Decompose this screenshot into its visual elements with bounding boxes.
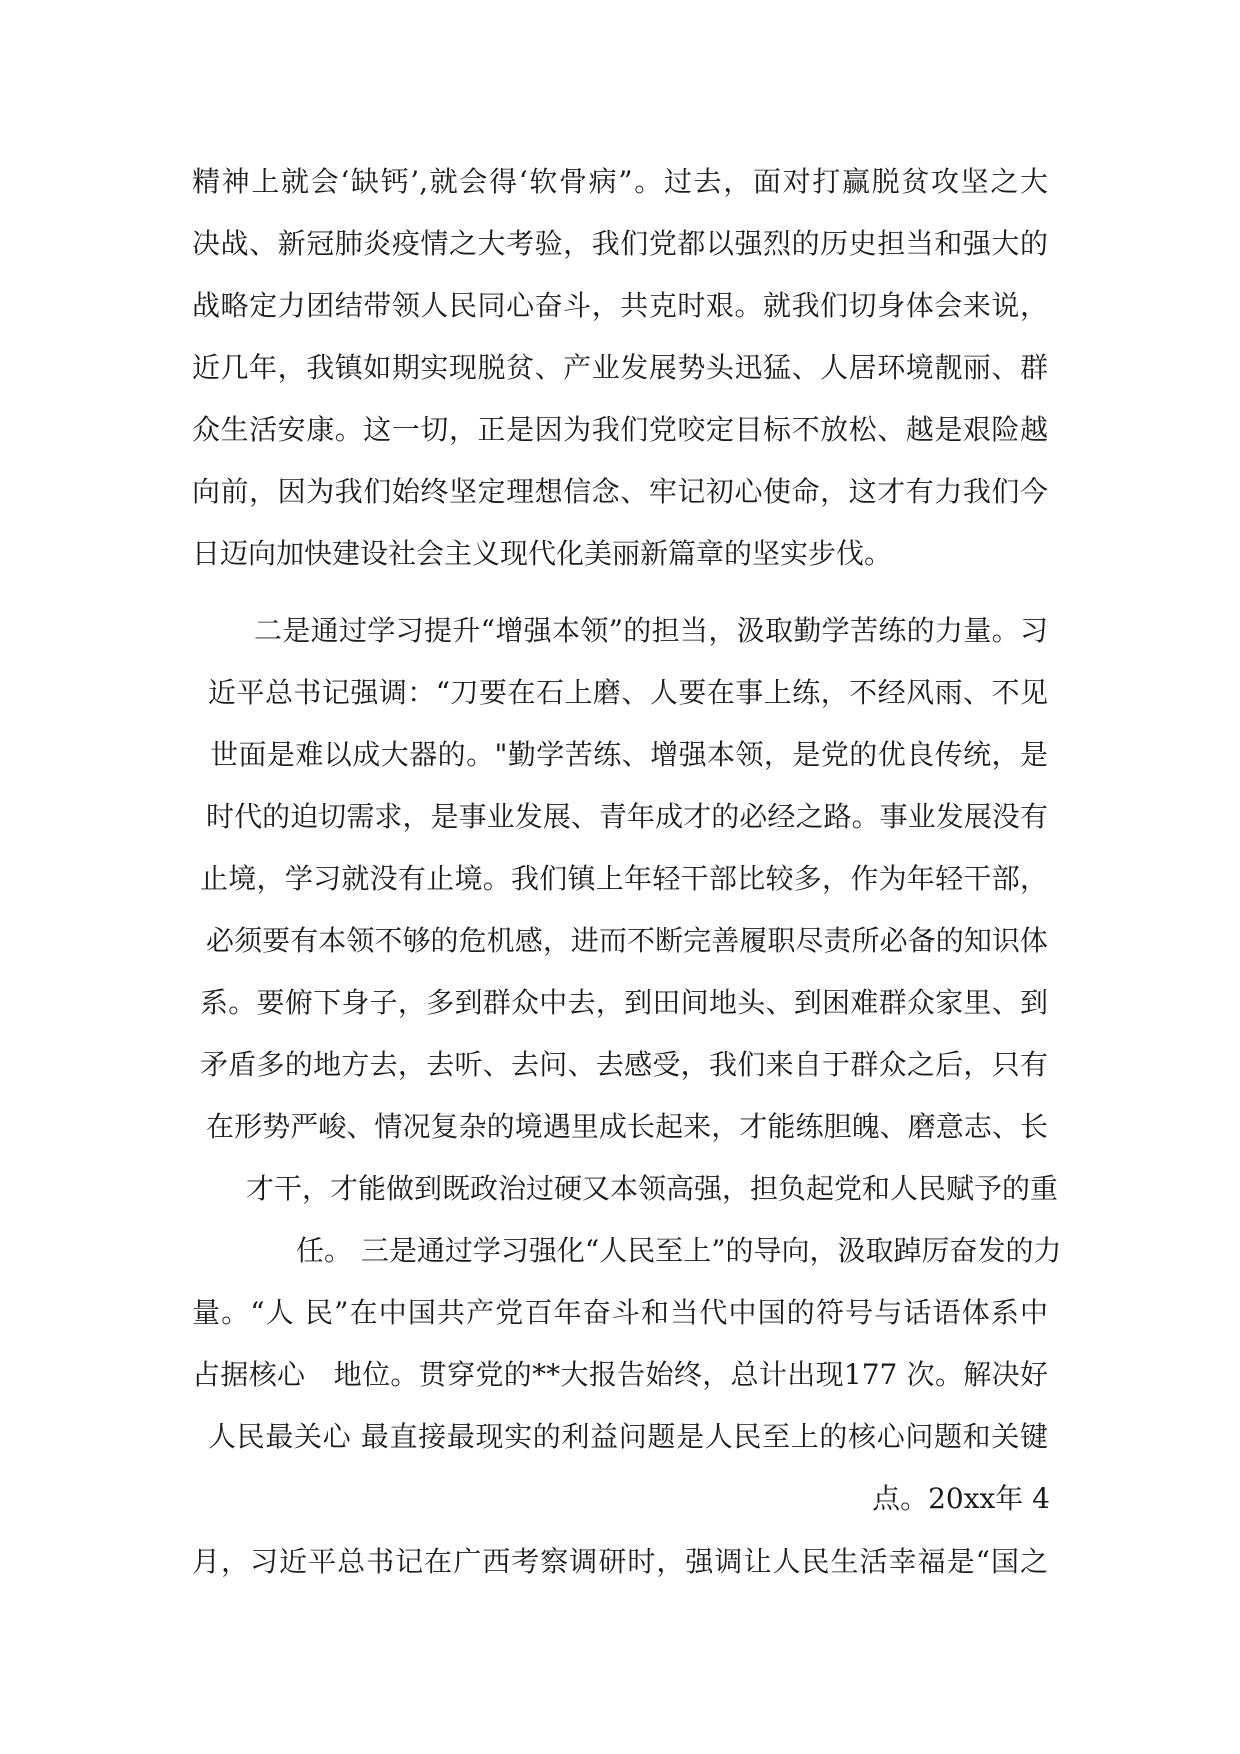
paragraph-line: 精神上就会‘缺钙’,就会得‘软骨病”。过去，面对打赢脱贫攻坚之大 (192, 165, 1048, 198)
paragraph-line: 量。“人 民”在中国共产党百年奋斗和当代中国的符号与话语体系中 (192, 1296, 1048, 1329)
paragraph-line: 时代的迫切需求，是事业发展、青年成才的必经之路。事业发展没有 (206, 800, 1048, 833)
paragraph-line: 必须要有本领不够的危机感，进而不断完善履职尽责所必备的知识体 (206, 924, 1048, 957)
paragraph-line: 近几年，我镇如期实现脱贫、产业发展势头迅猛、人居环境靓丽、群 (192, 351, 1048, 384)
paragraph-line: 世面是难以成大器的。"勤学苦练、增强本领，是党的优良传统，是 (210, 738, 1048, 771)
paragraph-line: 二是通过学习提升“增强本领”的担当，汲取勤学苦练的力量。习 (254, 614, 1048, 647)
paragraph-line: 才干，才能做到既政治过硬又本领高强，担负起党和人民赋予的重 (246, 1172, 1059, 1205)
paragraph-line: 占据核心 地位。贯穿党的**大报告始终，总计出现177 次。解决好 (192, 1358, 1048, 1391)
paragraph-line: 在形势严峻、情况复杂的境遇里成长起来，才能练胆魄、磨意志、长 (206, 1110, 1048, 1143)
paragraph-line: 众生活安康。这一切，正是因为我们党咬定目标不放松、越是艰险越 (192, 413, 1048, 446)
paragraph-line: 战略定力团结带领人民同心奋斗，共克时艰。就我们切身体会来说， (192, 289, 1048, 322)
paragraph-line: 日迈向加快建设社会主义现代化美丽新篇章的坚实步伐。 (192, 537, 893, 570)
paragraph-line: 人民最关心 最直接最现实的利益问题是人民至上的核心问题和关键 (208, 1420, 1048, 1453)
paragraph-line: 决战、新冠肺炎疫情之大考验，我们党都以强烈的历史担当和强大的 (192, 227, 1048, 260)
paragraph-line: 系。要俯下身子，多到群众中去，到田间地头、到困难群众家里、到 (200, 986, 1048, 1019)
paragraph-line: 点。20xx年 4 (872, 1482, 1050, 1515)
paragraph-line: 止境，学习就没有止境。我们镇上年轻干部比较多，作为年轻干部， (200, 862, 1048, 895)
paragraph-line: 向前，因为我们始终坚定理想信念、牢记初心使命，这才有力我们今 (192, 475, 1048, 508)
paragraph-line: 矛盾多的地方去，去听、去问、去感受，我们来自于群众之后，只有 (200, 1048, 1048, 1081)
paragraph-line: 月，习近平总书记在广西考察调研时，强调让人民生活幸福是“国之 (192, 1545, 1048, 1578)
paragraph-line: 任。 三是通过学习强化“人民至上”的导向，汲取踔厉奋发的力 (296, 1234, 1062, 1267)
paragraph-line: 近平总书记强调：“刀要在石上磨、人要在事上练，不经风雨、不见 (208, 676, 1048, 709)
